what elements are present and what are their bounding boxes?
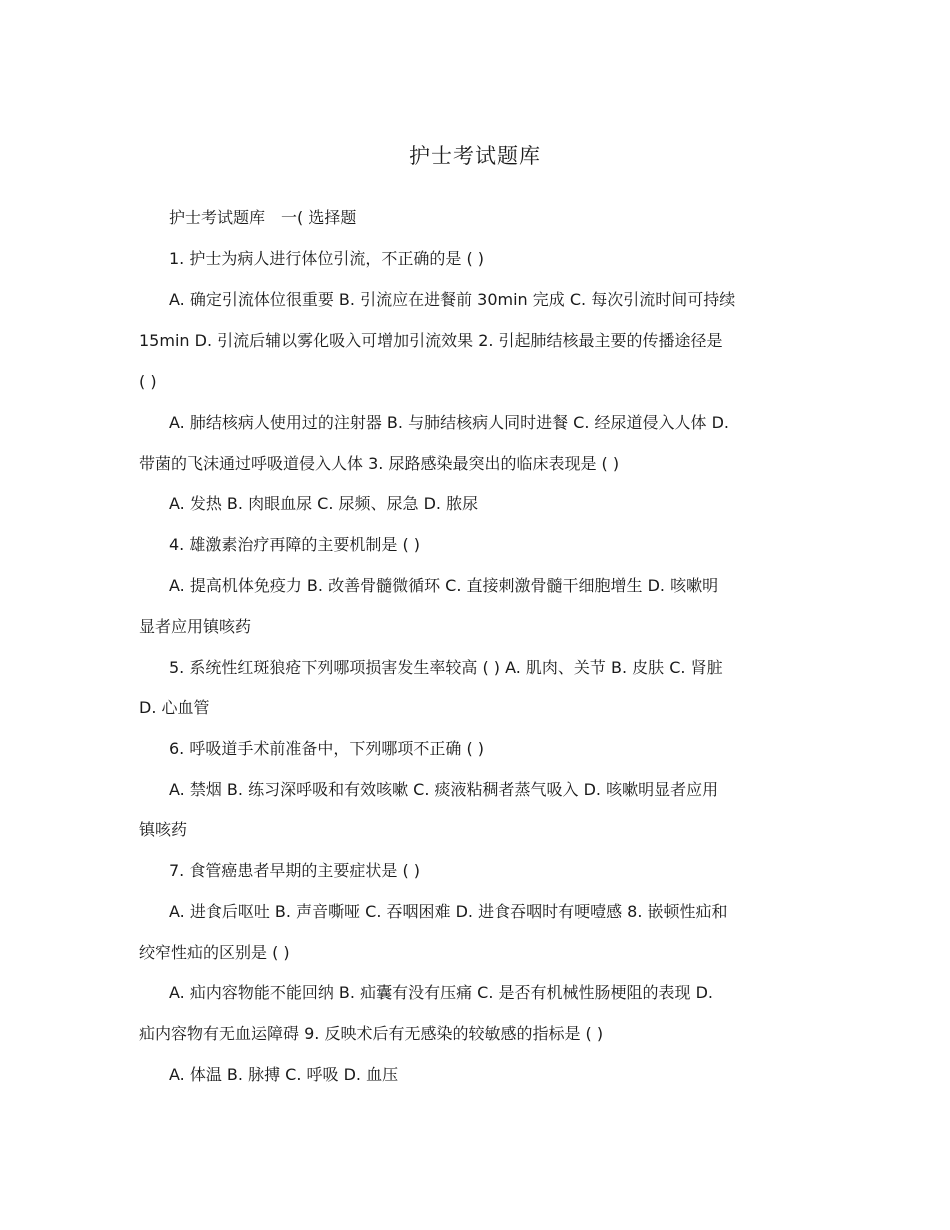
question-6-options: A. 禁烟 B. 练习深呼吸和有效咳嗽 C. 痰液粘稠者蒸气吸入 D. 咳嗽明显者应用 [169,780,719,799]
question-3-options: A. 发热 B. 肉眼血尿 C. 尿频、尿急 D. 脓尿 [169,494,479,513]
document-title: 护士考试题库 [409,144,541,168]
question-6-options-continued: 镇咳药 [139,820,188,839]
question-8: 绞窄性疝的区别是 ( ) [139,943,290,962]
question-1: 1. 护士为病人进行体位引流，不正确的是 ( ) [169,249,485,268]
question-7: 7. 食管癌患者早期的主要症状是 ( ) [169,861,421,880]
question-7-options: A. 进食后呕吐 B. 声音嘶哑 C. 吞咽困难 D. 进食吞咽时有哽噎感 8. 嵌顿性疝和 [169,902,728,921]
question-4-options: A. 提高机体免疫力 B. 改善骨髓微循环 C. 直接刺激骨髓干细胞增生 D. 咳嗽明 [169,576,719,595]
question-8-options-continued: 疝内容物有无血运障碍 9. 反映术后有无感染的较敏感的指标是 ( ) [139,1024,604,1043]
question-2-blank: ( ) [139,372,157,391]
question-6: 6. 呼吸道手术前准备中，下列哪项不正确 ( ) [169,739,485,758]
question-2-options: A. 肺结核病人使用过的注射器 B. 与肺结核病人同时进餐 C. 经尿道侵入人体 D. [169,413,729,432]
question-9-options: A. 体温 B. 脉搏 C. 呼吸 D. 血压 [169,1065,399,1084]
section-heading: 护士考试题库 一( 选择题 [169,208,357,227]
question-8-options: A. 疝内容物能不能回纳 B. 疝囊有没有压痛 C. 是否有机械性肠梗阻的表现 D. [169,983,713,1002]
question-5: 5. 系统性红斑狼疮下列哪项损害发生率较高 ( ) A. 肌肉、关节 B. 皮肤 C. 肾脏 [169,658,723,677]
question-5-options-continued: D. 心血管 [139,698,210,717]
question-4-options-continued: 显者应用镇咳药 [139,617,252,636]
question-4: 4. 雄激素治疗再障的主要机制是 ( ) [169,535,421,554]
question-1-options-continued: 15min D. 引流后辅以雾化吸入可增加引流效果 2. 引起肺结核最主要的传播途径是 [139,331,723,350]
question-1-options: A. 确定引流体位很重要 B. 引流应在进餐前 30min 完成 C. 每次引流时间可持续 [169,290,736,309]
question-2-options-continued: 带菌的飞沫通过呼吸道侵入人体 3. 尿路感染最突出的临床表现是 ( ) [139,454,620,473]
